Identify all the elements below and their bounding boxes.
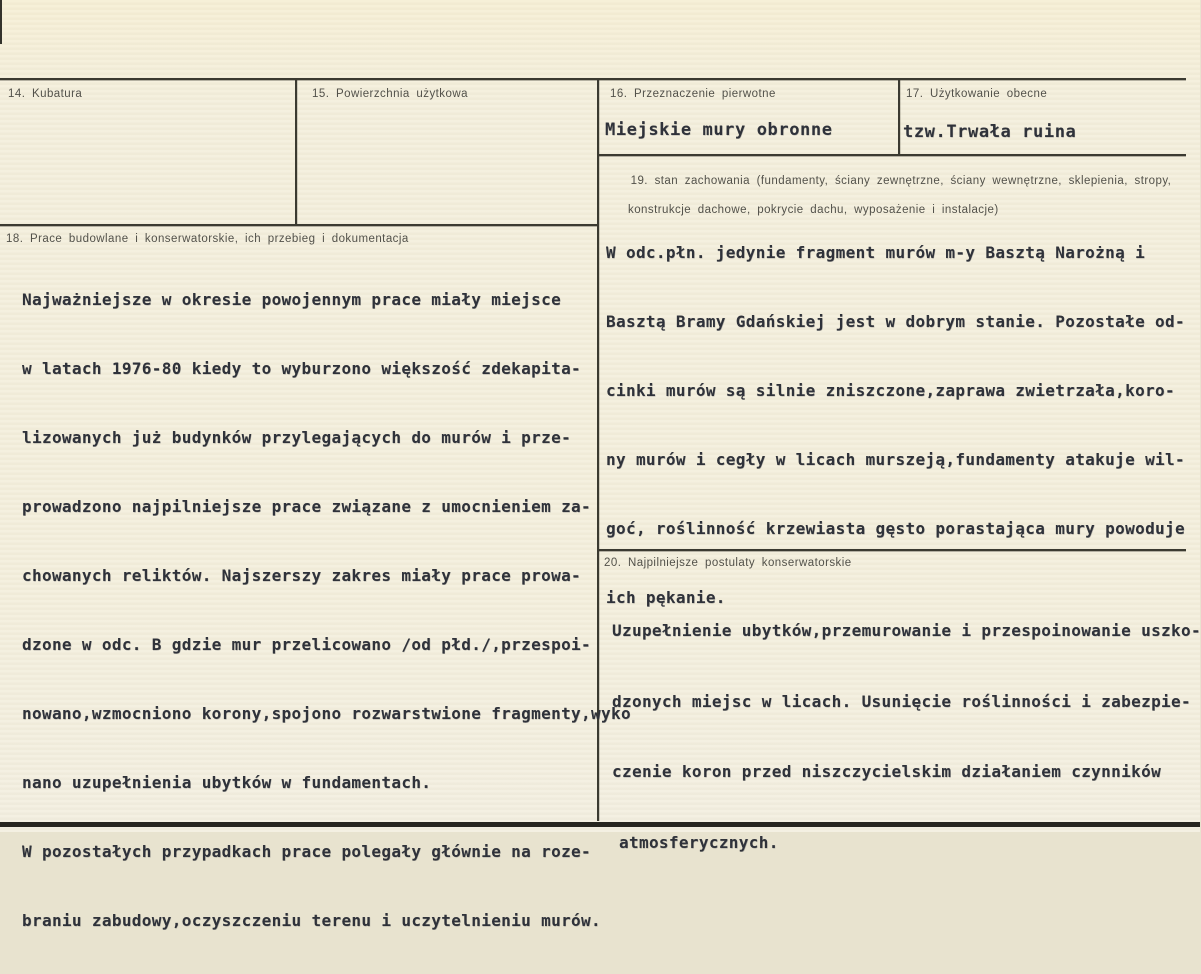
field-15-label: 15. Powierzchnia użytkowa bbox=[312, 88, 468, 100]
typed-line: Najważniejsze w okresie powojennym prace miały miejsce bbox=[22, 290, 562, 309]
field-18-text bbox=[22, 246, 631, 974]
field-19-label-line2: konstrukcje dachowe, pokrycie dachu, wyposażenie i instalacje) bbox=[628, 204, 999, 216]
typed-line: dzonych miejsc w licach. Usunięcie roślinności i zabezpie- bbox=[612, 691, 1192, 711]
field-20-text bbox=[612, 577, 1201, 897]
typed-line: W odc.płn. jedynie fragment murów m-y Basztą Narożną i bbox=[606, 243, 1146, 262]
typed-line: czenie koron przed niszczycielskim działaniem czynników bbox=[612, 762, 1162, 781]
typed-line: ny murów i cegły w licach murszeją,fundamenty atakuje wil- bbox=[606, 450, 1186, 469]
field-16-value: Miejskie mury obronne bbox=[605, 120, 833, 140]
typed-line: ich pękanie. bbox=[606, 588, 726, 607]
typed-line: w latach 1976-80 kiedy to wyburzono większość zdekapita- bbox=[22, 359, 582, 378]
rule-under-14-15 bbox=[0, 224, 599, 226]
typed-line: braniu zabudowy,oczyszczeniu terenu i uczytelnieniu murów. bbox=[22, 911, 602, 930]
field-17-label: 17. Użytkowanie obecne bbox=[906, 88, 1048, 100]
divider-16-17 bbox=[898, 78, 900, 155]
typed-line: chowanych reliktów. Najszerszy zakres miały prace prowa- bbox=[22, 566, 582, 585]
divider-14-15 bbox=[295, 78, 297, 225]
typed-line: goć, roślinność krzewiasta gęsto porastająca mury powoduje bbox=[606, 519, 1186, 538]
rule-top bbox=[0, 78, 1186, 80]
field-16-label: 16. Przeznaczenie pierwotne bbox=[610, 88, 776, 100]
typed-line: nowano,wzmocniono korony,spojono rozwarstwione fragmenty,wyko bbox=[22, 704, 631, 723]
typed-line: cinki murów są silnie zniszczone,zaprawa zwietrzała,koro- bbox=[606, 381, 1176, 400]
rule-under-16-17 bbox=[597, 154, 1186, 156]
typed-line: prowadzono najpilniejsze prace związane z umocnieniem za- bbox=[22, 497, 592, 516]
paper-edge-mark bbox=[0, 0, 2, 44]
typed-line: lizowanych już budynków przylegających do murów i prze- bbox=[22, 428, 572, 447]
typed-line: Uzupełnienie ubytków,przemurowanie i przespoinowanie uszko- bbox=[612, 621, 1201, 640]
field-19-label-line1: 19. stan zachowania (fundamenty, ściany zewnętrzne, ściany wewnętrzne, sklepienia, stropy, bbox=[630, 175, 1172, 187]
typed-line: Basztą Bramy Gdańskiej jest w dobrym stanie. Pozostałe od- bbox=[606, 312, 1186, 331]
typed-line: nano uzupełnienia ubytków w fundamentach. bbox=[22, 773, 432, 792]
field-20-label: 20. Najpilniejsze postulaty konserwatorskie bbox=[604, 557, 852, 569]
typed-line: W pozostałych przypadkach prace polegały głównie na roze- bbox=[22, 842, 592, 861]
field-18-label: 18. Prace budowlane i konserwatorskie, ich przebieg i dokumentacja bbox=[6, 233, 409, 245]
field-14-label: 14. Kubatura bbox=[8, 88, 83, 100]
typed-line: dzone w odc. B gdzie mur przelicowano /od płd./,przespoi- bbox=[22, 635, 592, 654]
typed-line: atmosferycznych. bbox=[619, 832, 779, 852]
field-17-value: tzw.Trwała ruina bbox=[903, 122, 1077, 142]
